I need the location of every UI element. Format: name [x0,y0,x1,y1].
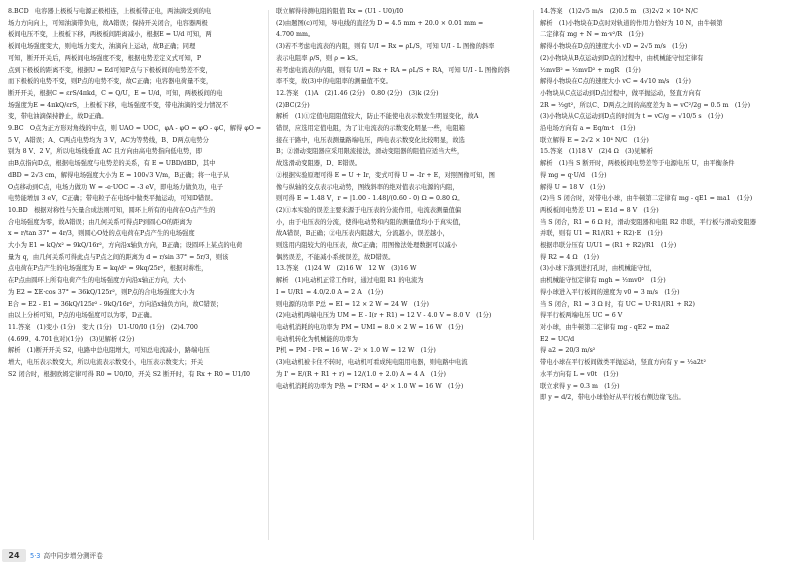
text-line: 解析 (1)断开开关 S2，电路中总电阻增大，可知总电流减小，路端电压 [8,347,210,355]
text-line: 即 y = d/2，带电小球恰好从平行板右侧边缘飞出。 [540,394,685,402]
text-line: 电动机消耗的电功率为 PM = UMI = 8.0 × 2 W = 16 W (1分) [276,323,464,331]
text-line: ②根据实验原理可得 E = U + Ir，变式可得 U = -Ir + E，对照图像可知，图 [276,171,495,179]
text-line: 断开开关，根据C = εrS/4πkd，C = Q/U，E = U/d，可知，两极板间的电 [8,89,223,97]
text-line: 在P点由圆环上所有电荷产生的电场强度方向沿x轴正方向，大小 [8,277,186,285]
text-line: 场强度为E = 4πkQ/εrS，上极板下移，电场强度不变，带电油滴的受力情况不 [8,101,229,109]
text-line: (2)电动机两端电压为 UM = E - I(r + R1) = 12 V - 4.0 V = 8.0 V (1分) [276,312,492,320]
text-line: 由B点指向D点，根据电场强度与电势差的关系，有 E = UBD/dBD，其中 [8,160,216,168]
text-line: 解得小物块在D点的速度大小 vD = 2√5 m/s (1分) [540,43,688,51]
text-line: 电动机转化为机械能的功率为 [276,335,358,343]
text-line: 故A错误，B正确；②电压表内阻越大，分流越小，误差越小， [276,230,449,238]
text-line: 得平行板两端电压 UC = 6 V [540,312,623,320]
text-line: B；②滑动变阻器应采用限流接法，滑动变阻器的阻值应适当大些， [276,148,464,156]
text-line: 板间电场强度变大，则电场力变大，油滴向上运动，故B正确；同理 [8,43,196,51]
text-line: 14.答案 (1)2√5 m/s (2)0.5 m (3)2√2 × 10⁴ N/C [540,8,698,15]
text-line: 小，由于电压表的分流，使得电动势和内阻的测量值均小于真实值， [276,218,465,226]
text-line: 合电场强度为零，故A错误；由几何关系可得点P到圆心O的距离为 [8,218,192,226]
column-divider [268,10,269,540]
text-line: 12.答案 (1)A (2)1.46 (2分) 0.80 (2分) (3)k (2分) [276,89,439,97]
text-line: 偶然误差，不能减小系统误差，故D错误。 [276,253,395,261]
page-footer [0,548,800,564]
text-line: 为 I' = E/(R + R1 + r) = 12/(1.0 + 2.0) A = 4 A (1分) [276,370,447,378]
text-line: (2)由题图(c)可知，导电线的直径为 D = 4.5 mm + 20.0 × 0.01 mm = [276,19,484,27]
series-title: 高中同步增分测评卷 [43,552,103,560]
text-line: 得 mg = q·U/d (1分) [540,171,607,179]
text-line: 带电小球在平行板间做类平抛运动，竖直方向有 y = ½a2t² [540,359,706,367]
text-line: 4.700 mm。 [276,31,315,39]
text-line: (3)小球下落到进打孔时，由机械能守恒， [540,265,656,273]
text-line: O点移动到C点，电场力做功 W = -e·UOC = -3 eV，即电场力做负功，电子 [8,183,224,191]
text-line: 得 R2 = 4 Ω (1分) [540,253,600,261]
text-line: 可知，断开开关后，两板间电场强度不变，根据电势差定义式可知，P [8,54,202,62]
text-line: 点电荷在P点产生的电场强度为 E = kq/d² = 9kq/25r²，根据对称性， [8,265,208,273]
text-line: I = U/R1 = 4.0/2.0 A = 2 A (1分) [276,288,384,296]
text-line: 当 S 闭合，R1 = 6 Ω 时，滑动变阻器和电阻 R2 串联，平行板与滑动变阻器 [540,218,757,226]
text-line: 8.BCD 电容器上极板与电源正极相连，上极板带正电，两油滴受到的电 [8,8,212,15]
text-line: 量为 q，由几何关系可得此点与P点之间的距离为 d = r/sin 37° = 5r/3，则该 [8,253,229,261]
text-line: (2)小物块从B点运动到D点的过程中，由机械能守恒定律有 [540,54,704,62]
column-left [8,6,262,546]
text-line: 板间电压不变，上极板下移，两极板间距离减小，根据E = U/d 可知，两 [8,31,212,39]
text-line: 则电源的功率 P总 = EI = 12 × 2 W = 24 W (1分) [276,300,430,308]
column-right [540,6,792,546]
text-line: 得小球进入平行板间的速度为 v0 = 3 m/s (1分) [540,288,680,296]
text-line: 表示电阻率 ρ/S，则 ρ = kS。 [276,54,362,62]
text-line: 解析 (1)小物块在D点时对轨道的作用力恰好为 10 N，由牛顿第 [540,19,723,27]
text-line: ½mvB² = ½mvD² + mgR (1分) [540,66,641,74]
text-line: 两板板间电势差 U1 = E1d = 8 V (1分) [540,206,659,214]
text-line: 13.答案 (1)24 W (2)16 W 12 W (3)16 W [276,265,417,273]
text-line: 对小球，由牛顿第二定律有 mg - qE2 = ma2 [540,323,670,331]
text-line: 联立解得 E = 2√2 × 10⁴ N/C (1分) [540,136,649,144]
text-line: 沿电场方向有 a = Eq/m·t (1分) [540,125,636,133]
text-line: (2)当 S 闭合时，对带电小球，由牛顿第二定律有 mg - qE1 = ma1 (1分) [540,195,753,203]
text-line: 解析 (1)电动机正常工作时，通过电阻 R1 的电流为 [276,277,424,285]
text-line: 场力方向向上，可知油滴带负电，故A错误；保持开关闭合，电容器两极 [8,19,208,27]
column-middle [276,6,528,546]
text-line: 水平方向有 L = v0t (1分) [540,370,619,378]
series-mark: 5·3 [30,552,41,560]
text-line: x = r/tan 37° = 4r/3，则圆心O处的点电荷在P点产生的电场强度 [8,230,195,238]
text-line: 并联，则有 U1 = R1/(R1 + R2)·E (1分) [540,230,663,238]
text-line: 解析 (1)①定值电阻阻值较大，防止不能使电表示数发生明显变化，故A [276,113,479,121]
text-line: (3)若不考虑电流表的内阻，则有 U/I = Rx = ρL/S，可知 U/I - L 图像的斜率 [276,43,495,51]
text-line: 联立求得 y = 0.3 m (1分) [540,382,620,390]
text-line: 由以上分析可知，P点的电场强度可以为零，D正确。 [8,312,156,320]
text-line: 当 S 闭合，R1 = 3 Ω 时，有 UC = U·R1/(R1 + R2) [540,300,695,308]
text-line: 15.答案 (1)18 V (2)4 Ω (3)见解析 [540,148,653,156]
page-number: 24 [2,549,26,562]
text-line: 增大，电压表示数变大，所以电流表示数变小，电压表示数变大；开关 [8,359,204,367]
text-line: 若考虑电流表的内阻，则有 U/I = Rx + RA = ρL/S + RA，可知 U/I - L 图像的斜 [276,66,511,74]
text-line: 变，带电油滴保持静止，故D正确。 [8,113,108,121]
text-line: 则选用内阻较大的电压表，故C正确；用图像法处理数据可以减小 [276,242,458,250]
text-line: 点到下极板的距离不变，根据U = Ed可知P点与下极板间的电势差不变， [8,66,212,74]
text-line: 接在干路中，电压表测量路端电压，两电表示数变化比较明显，故选 [276,136,465,144]
text-line: P机 = PM - I²R = 16 W - 2² × 1.0 W = 12 W (1分) [276,347,436,355]
text-line: 小物块从C点运动到D点过程中，做平抛运动，竖直方向有 [540,89,701,97]
text-line: 10.BD 根据对称性与矢量合成法则可知，圆环上所有的电荷在O点产生的 [8,206,216,214]
text-line: 2R = ½gt²，所以C、D两点之间的高度差为 h = vC²/2g = 0.5 m (1分) [540,101,751,109]
text-line: S2 闭合时，根据欧姆定律可得 R0 = U0/I0，开关 S2 断开时，有 Rx + R0 = U1/I0 [8,370,251,378]
text-line: 率不变，故(3)中的电阻率的测量值不变。 [276,78,392,86]
text-line: 大小为 E1 = kQ/x² = 9kQ/16r²，方向沿x轴负方向，B正确；设圆环上某点的电荷 [8,242,243,250]
column-divider [533,10,534,540]
text-line: (2)①本实验的误差主要来源于电压表的分流作用，电流表测量值偏 [276,206,462,214]
text-line: 根据串联分压有 U/U1 = (R1 + R2)/R1 (1分) [540,242,677,250]
text-line: 而下极板的电势不变，则P点的电势不变，故C正确；电容器电荷量不变， [8,78,213,86]
text-line: E合 = E2 - E1 = 36kQ/125r² - 9kQ/16r²，方向沿x轴负方向，故C错误； [8,300,223,308]
text-line: 电动机消耗的功率为 P热 = I'²RM = 4² × 1.0 W = 16 W (1分) [276,382,464,390]
text-line: 为 E2 = ΣE·cos 37° = 36kQ/125r²，则P点的合电场强度大小为 [8,288,195,296]
text-line: dBD = 2√3 cm，解得电场强度大小为 E = 100√3 V/m，B正确；将一电子从 [8,171,230,179]
text-line: 别为 8 V、2 V，所以电场线垂直 AC 且方向由高电势指向低电势，即 [8,148,202,156]
text-line: 故选滑动变阻器，D、E错误。 [276,160,362,168]
text-line: 像与纵轴的交点表示电动势，图线斜率的绝对值表示电源的内阻， [276,183,459,191]
text-line: 由机械能守恒定律有 mgh = ½mv0² (1分) [540,277,666,285]
text-line: 5 V，A错误；A、C两点电势均为 3 V，AC为等势线，B、D两点电势分 [8,136,209,144]
text-line: 9.BC O点为正方形对角线的中点，则 UAO = UOC，φA - φO = φO - φC，解得 φO = [8,125,262,133]
text-line: (3)电动机被卡住不转时，电动机可看成纯电阻用电器，则电路中电流 [276,359,468,367]
text-line: 得 a2 = 20/3 m/s² [540,347,596,355]
text-line: E2 = UC/d [540,335,575,343]
text-line: 解得小物块在C点的速度大小 vC = 4√10 m/s (1分) [540,78,691,86]
text-line: 联立解得待测电阻的阻值 Rx = (U1 - U0)/I0 [276,8,404,15]
text-line: (3)小物块从C点运动到D点的时间为 t = vC/g = √10/5 s (1分) [540,113,724,121]
text-line: 则可得 E = 1.48 V，r = |1.00 - 1.48|/(0.60 - 0) Ω = 0.80 Ω。 [276,195,464,203]
text-line: 11.答案 (1)变小 (1分) 变大 (1分) U1-U0/I0 (1分) (2)4.700 [8,323,198,331]
text-line: 解析 (1)当 S 断开时，两极板间电势差等于电源电压 U，由平衡条件 [540,160,735,168]
text-line: 二定律有 mg + N = m·v²/R (1分) [540,31,644,39]
text-line: (4.699、4.701也对)(1分) (3)见解析 (2分) [8,335,135,343]
text-line: 电势能增加 3 eV，C正确；带电粒子在电场中做类平抛运动，可知D错误。 [8,195,217,203]
series-label [30,550,103,562]
text-line: 解得 U = 18 V (1分) [540,183,606,191]
text-line: 错误，应选用定值电阻，为了让电流表的示数变化明显一些，电阻箱 [276,125,465,133]
text-line: (2)BC(2分) [276,101,310,109]
